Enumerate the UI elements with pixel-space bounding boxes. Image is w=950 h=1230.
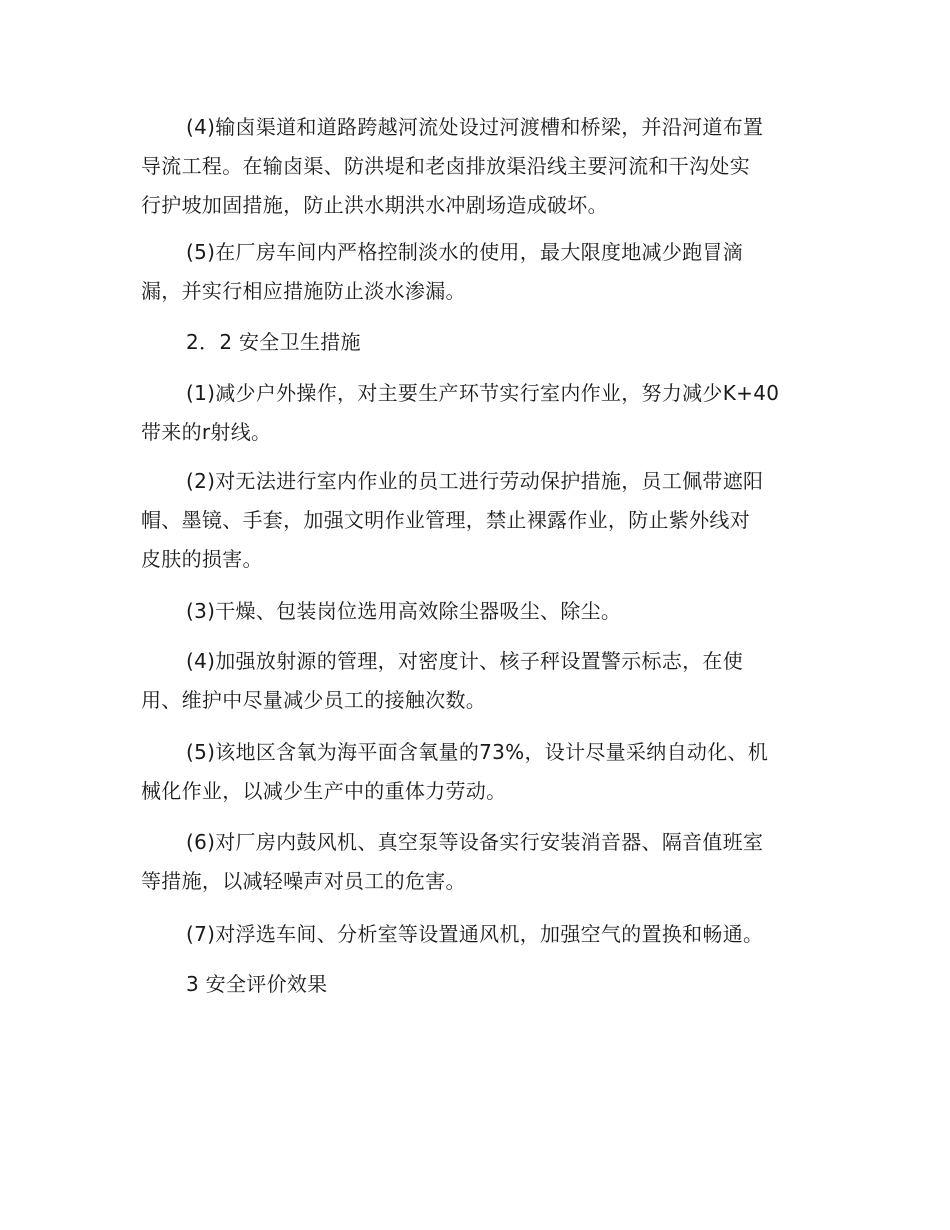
paragraph-7-ventilation (141, 915, 816, 954)
paragraph-line: (7)对浮选车间、分析室等设置通风机，加强空气的置换和畅通。 (186, 922, 764, 946)
paragraph-5-oxygen (141, 733, 816, 811)
paragraph-line: 带来的r射线。 (141, 420, 272, 444)
paragraph-line: 械化作业，以减少生产中的重体力劳动。 (141, 779, 507, 803)
paragraph-line: 行护坡加固措施，防止洪水期洪水冲剧场造成破坏。 (141, 193, 608, 217)
paragraph-6-noise (141, 823, 816, 901)
paragraph-3-dust (141, 592, 816, 631)
paragraph-line: 皮肤的损害。 (141, 547, 263, 571)
paragraph-line: (5)该地区含氧为海平面含氧量的73%，设计尽量采纳自动化、机 (186, 740, 769, 764)
paragraph-line: (4)加强放射源的管理，对密度计、核子秤设置警示标志，在使 (186, 649, 744, 673)
paragraph-line: (1)减少户外操作，对主要生产环节实行室内作业，努力减少K+40 (186, 381, 780, 405)
paragraph-2-protection (141, 462, 816, 579)
paragraph-4-radiation (141, 642, 816, 720)
paragraph-line: (4)输卤渠道和道路跨越河流处设过河渡槽和桥梁，并沿河道布置 (186, 115, 764, 139)
paragraph-line: 漏，并实行相应措施防止淡水渗漏。 (141, 279, 466, 303)
section-heading-2-2 (141, 323, 816, 362)
section-title: 2．2 安全卫生措施 (186, 330, 361, 354)
paragraph-5-freshwater (141, 233, 816, 311)
paragraph-line: (6)对厂房内鼓风机、真空泵等设备实行安装消音器、隔音值班室 (186, 830, 764, 854)
paragraph-4-brine-channel (141, 108, 816, 225)
paragraph-line: 用、维护中尽量减少员工的接触次数。 (141, 688, 487, 712)
paragraph-line: 等措施，以减轻噪声对员工的危害。 (141, 869, 466, 893)
paragraph-1-outdoor (141, 374, 816, 452)
paragraph-line: (3)干燥、包装岗位选用高效除尘器吸尘、除尘。 (186, 599, 622, 623)
paragraph-line: 帽、墨镜、手套，加强文明作业管理，禁止裸露作业，防止紫外线对 (141, 508, 750, 532)
paragraph-line: (5)在厂房车间内严格控制淡水的使用，最大限度地减少跑冒滴 (186, 240, 744, 264)
section-heading-3 (141, 965, 816, 1004)
section-title: 3 安全评价效果 (186, 972, 328, 996)
paragraph-line: (2)对无法进行室内作业的员工进行劳动保护措施，员工佩带遮阳 (186, 469, 764, 493)
paragraph-line: 导流工程。在输卤渠、防洪堤和老卤排放渠沿线主要河流和干沟处实 (141, 154, 750, 178)
